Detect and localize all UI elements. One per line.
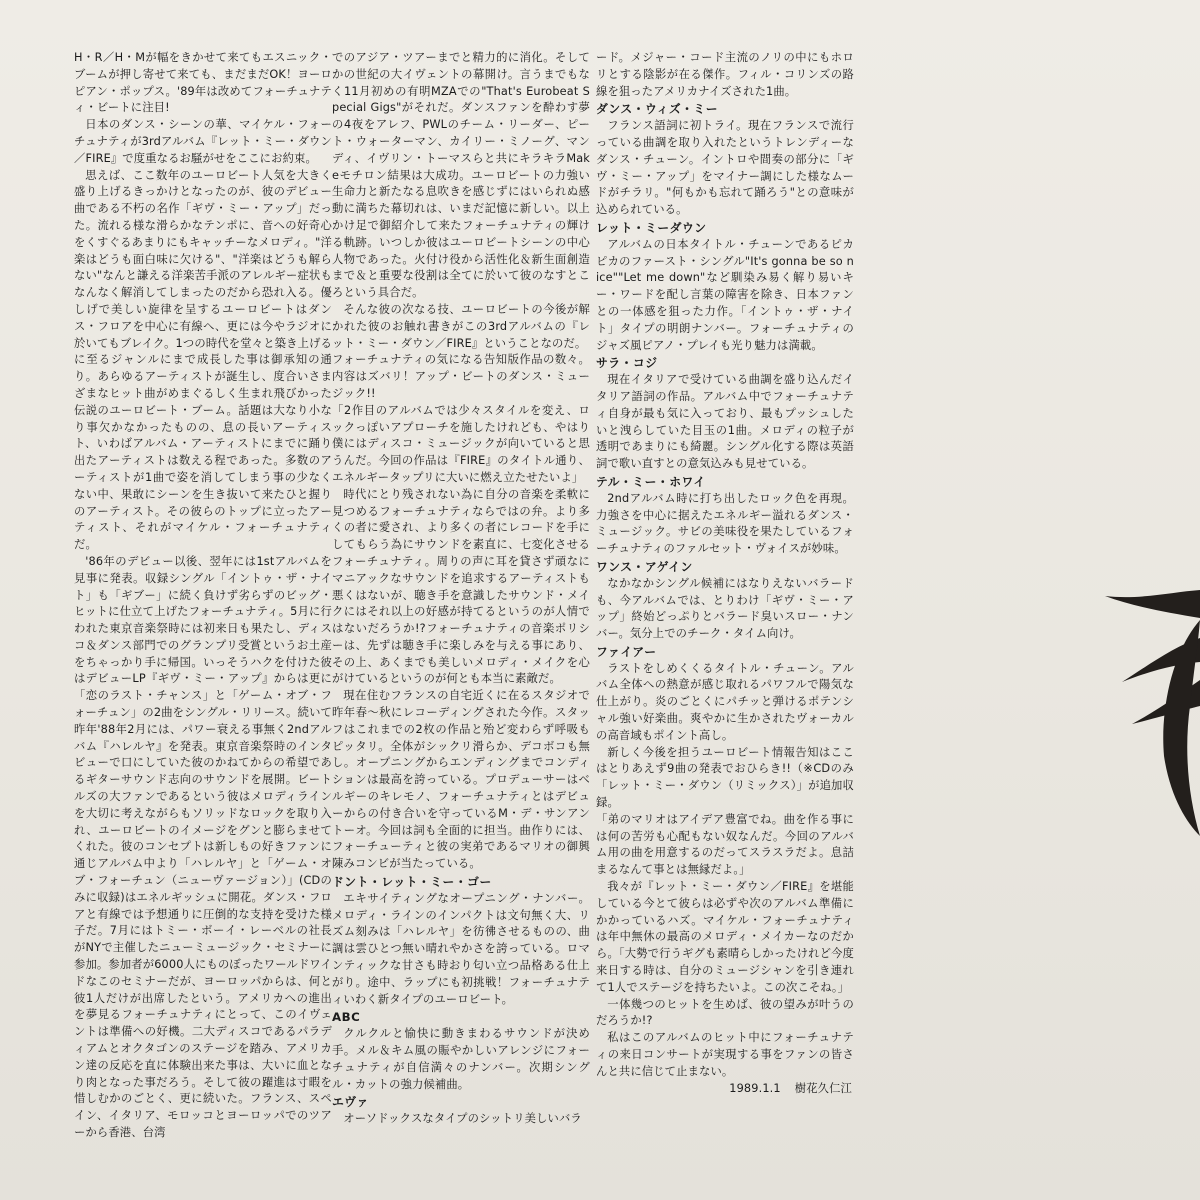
quote: 「弟のマリオはアイデア豊富でね。曲を作る事には何の苦労も心配もない奴なんだ。今回のアルバム用の曲を用意するのだってスラスラだよ。息詰まるなんて事とは無縁だよ。」 [596,812,854,877]
track-heading: サラ・コジ [596,356,658,371]
paragraph: H・R／H・Mが幅をきかせて来てもエスニック・ブームが押し寄せて来ても、まだまだOK！ヨーロピアン・ポップス。'89年は改めてフォーチュナティ・ビートに注目! [74,51,332,115]
paragraph: 現在住むフランスの自宅近くに在るスタジオで昨年春～秋にレコーディングされた今作。スタッフはこれまでの2枚の作品と殆ど変わらず呼吸もピッタリ。全体がシックリ滑らか、デコボコも無し。オープニングからエンディングまでコンディションは最高を誇っている。プロデューサーはベルギーのキレモノ、フォーチュナティとはデビューからの付き合いを守っているM・デ・サンアントーオ。今回は詞も全面的に担当。曲作りには、フォーチューティと彼の実弟であるマリオの御興陳みコンビが当たっている。 [332,689,590,871]
paragraph: そんな彼の次なる技、ユーロビートの今後が解かれた彼のお触れ書きがこの3rdアルバムの『レット・ミー・ダウン／FIRE』ということなのだ。 [332,302,590,350]
track-description: ラストをしめくくるタイトル・チューン。アルバム全体への熱意が感じ取れるパワフルで陽気な仕上がり。炎のごとくにパチッと弾けるポテンシャル強い好楽曲。爽やかに生かされたヴォーカルの高音域もポイント高し。 [596,661,854,742]
text-column-3 [596,50,854,1097]
track-description: 2ndアルバム時に打ち出したロック色を再現。力強さを中心に据えたエネルギー溢れるダンス・ミュージック。サビの美味役を果たしているフォーチュナティのファルセット・ヴォイスが妙味。 [596,491,854,556]
wing-feather-upper [1105,590,1200,618]
text-column-1 [74,50,332,1142]
date: 1989.1.1 [729,1081,781,1095]
paragraph: '86年のデビュー以後、翌年には1stアルバムを見事に発表。収録シングル「イントゥ・ザ・ナイト」も「ギブー」に続く負けず劣らずのビッグ・ヒットに仕立て上げたフォーチュナティ。5月に行われた東京音楽祭時には初来日も果たし、ディスコ＆ダンス部門でのグランプリ受賞というお土産をちゃっかり手に帰国。いっそうハクを付けた彼はデビューLP『ギヴ・ミー・アップ』からは更に「恋のラスト・チャンス」と「ゲーム・オブ・フォーチュン」の2曲をシングル・リリース。続いて昨年'88年2月には、パワー衰える事無く2ndアルバム『ハレルヤ』を発表。東京音楽祭時のインタビューで口にしていた彼のかねてからの希望であるギターサウンド志向のサウンドを展開。ビートルズの大ファンであるという彼はメロディラインを大切に考えながらもソリッドなロックを取り入れ、ユーロビートのイメージをグンと膨らませてくれた。彼のコンセプトは新しもの好きファンに通じアルバム中より「ハレルヤ」と「ゲーム・オブ・フォーチュン（ニューヴァージョン）」(CDのみに収録)はエネルギッシュに開花。ダンス・フロアと有線では予想通りに圧倒的な支持を受けた様子だ。7月にはトミー・ボーイ・レーベルの社長がNYで主催したニューミュージック・セミナーに参加。参加者が6000人にものぼったワールドワイドなこのセミナーだが、ヨーロッパからは、何と彼1人だけが出席したという。アメリカへの進出を夢見るフォーチュナティにとって、このイヴェントは準備への好機。二大ディスコであるパラディアムとオクタゴンのステージを踏み、アメリカン達の反応を直に体験出来た事は、大いに血となり肉となった事だろう。そして彼の躍進は寸暇を惜しむかのごとく、更に続いた。フランス、スペイン、イタリア、モロッコとヨーロッパでのツアーから香港、台湾 [74,554,332,1139]
paragraph: 「2作目のアルバムでは少々スタイルを変え、ロックっぽいアプローチを施したけれども、やはり僕にはディスコ・ミュージックが向いていると思うんだ。今回の作品は『FIRE』のタイトル通り、エネルギータップリに大いに燃え立たせたいよ」 [332,403,590,484]
track-heading: ワンス・アゲイン [596,559,693,574]
track-description: フランス語詞に初トライ。現在フランスで流行っている曲調を取り入れたというトレンディーなダンス・チューン。イントロや間奏の部分に「ギヴ・ミー・アップ」をマイナー調にした様なムードがチラリ。"何もかも忘れて踊ろう"との意味が込められている。 [596,119,854,217]
black-wing-icon [1060,560,1200,840]
track-heading: テル・ミー・ホワイ [596,474,706,489]
paragraph: 日本のダンス・シーンの華、マイケル・フォーチュナティが3rdアルバム『レット・ミー・ダウン／FIRE』で度重なるお騒がせをここにお約束。 [74,118,332,165]
track-heading: エヴァ [332,1095,369,1110]
track-heading: レット・ミーダウン [596,220,707,235]
track-description: クルクルと愉快に動きまわるサウンドが決め手。メル＆キム風の賑やかしいアレンジにフォーチュナティが自信満々のナンバー。次期シングル・カットの強力候補曲。 [332,1027,590,1091]
track-description: エキサイティングなオープニング・ナンバー。メロディ・ラインのインパクトは文句無く大、リズム刻みは「ハレルヤ」を彷彿させるものの、曲調は雲ひとつ無い晴れやかさを誇っている。ロマンティックな甘さも時おり匂い立つ品格ある仕上がり。途中、ラップにも初挑戦！フォーチュナティいわく新タイプのユーロビート。 [332,891,590,1006]
paragraph: 我々が『レット・ミー・ダウン／FIRE』を堪能している今とて彼らは必ずや次のアルバム準備にかかっているハズ。マイケル・フォーチュナティは年中無休の最高のメロディ・メイカーなのだから。「大勢で行うギグも素晴らしかったけれど今度来日する時は、自分のミュージシャンを引き連れて1人でステージを持ちたいよ。この次こそね。」 [596,880,854,994]
track-description: 現在イタリアで受けている曲調を盛り込んだイタリア語詞の作品。アルバム中でフォーチュナティ自身が最も気に入っており、最もプッシュしたいと洩らしていた目玉の1曲。メロディの粒子が透明であまりにも綺麗。シングル化する際は英語詞で歌い直すとの意気込みも見せている。 [596,373,854,471]
paragraph: 時代にとり残されない為に自分の音楽を柔軟に見つめるフォーチュナティならではの弁。より多くの者に愛され、より多くの者にレコードを手にしてもらう為にサウンドを素直に、七変化させるフォーチュナティ。周りの声に耳を貸さず頑なにマニアックなサウンドを追求するアーティストも悪くはないが、聴き手を意識したサウンド・メイクにはそれ以上の好感が持てるというのが人情ではないだろうか!?フォーチュナティの音楽ポリシーは、先ずは聴き手に楽しみを与える事にあり、その上、あくまでも美しいメロディ・メイクを心がけているというのが何とも本当に素敵だ。 [332,487,590,686]
track-heading: ABC [332,1010,361,1025]
track-heading: ダンス・ウィズ・ミー [596,102,719,117]
track-heading: ドント・レット・ミー・ゴー [332,875,492,890]
paragraph: 一体幾つのヒットを生めば、彼の望みが叶うのだろうか!? [596,997,854,1028]
text-column-2 [332,50,590,1128]
track-description: なかなかシングル候補にはなりえないバラードも、今アルバムでは、とりわけ「ギヴ・ミー・アップ」終始どっぷりとバラード臭いスロー・ナンバー。気分上でのチーク・タイム向け。 [596,576,854,641]
track-description: アルバムの日本タイトル・チューンであるピカピカのファースト・シングル"It's gonna be so nice""Let me down"など馴染み易く解り易いキー・ワードを配し言葉の障害を除き、日本ファンとの一体感を狙った力作。「イントゥ・ザ・ナイト」タイプの明朗ナンバー。フォーチュナティのジャズ風ピアノ・プレイも光り魅力は満載。 [596,237,854,352]
signature-line [596,1081,854,1098]
track-description: オーソドックスなタイプのシットリ美しいバラ [343,1112,582,1126]
paragraph: 新しく今後を担うユーロビート情報告知はここはとりあえず9曲の発表でおひらき!!（※CDのみ「レット・ミー・ダウン（リミックス）」が追加収録。 [596,745,854,810]
author-name: 樹花久仁江 [794,1081,852,1095]
paragraph: 思えば、ここ数年のユーロビート人気を大きく盛り上げるきっかけとなったのが、彼のデビュー曲である不朽の名作「ギヴ・ミー・アップ」だった。流れる様な滑らかなテンポに、音への好奇心をくすぐるあまりにもキャッチーなメロディ。"洋楽はどうも面白味に欠ける"、"洋楽はどうも解らない"なんと謙える洋楽苦手派のアレルギー症状もなんなく解消してしまったのだから恐れ入る。優しげで美しい旋律を呈するユーロビートはダンス・フロアを中心に有線へ、更には今やラジオに於いてもブレイク。1つの時代を堂々と築き上げるに至るジャンルにまで成長した事は御承知の通り。あらゆるアーティストが誕生し、度合いさまざまなヒット曲がめまぐるしく生まれ飛びかった伝説のユーロビート・ブーム。話題は大なり小なり事欠かなかったものの、息の長いアーティスト、いわばアルバム・アーティストにまでに踊り出たアーティストは数える程であった。多数のアーティストが1曲で姿を消してしまう事の少なくない中、果敢にシーンを生き抜いて来たひと握りのアーティスト。その彼らのトップに立ったアーティスト、それがマイケル・フォーチュナティだ。 [74,168,332,552]
paragraph: でのアジア・ツアーまでと精力的に消化。そしてかの世紀の大イヴェントの幕開け。言うまでもなく11月初めの有明MZAでの"That's Eurobeat Special Gigs"がそれだ。ダンスファンを酔わす夢の4夜をアレフ、PWLのチーム・リーダー、ピート・ウォーターマン、カイリー・ミノーグ、マンディ、イヴリン・トーマスらと共にキラキラMakeモチロン結果は大成功。ユーロビートの力強い生命力と新たなる息吹きを感じずにはいられぬ感動に満ちた幕切れは、いまだ記憶に新しい。以上かけ足で御紹介して来たフォーチュナティの輝ける軌跡。いつしか彼はユーロビートシーンの中心人物であった。火付け役から活性化＆新生面創造まで＆と重要な役割は全てに於いて彼のなすところという具合だ。 [332,51,590,300]
paragraph: フォーチュナティの気になる告知版作品の数々。内容はズバリ！アップ・ビートのダンス・ミュージック!! [332,353,590,400]
track-heading: ファイアー [596,644,657,659]
paragraph: ード。メジャー・コード主流のノリの中にもホロリとする陰影が在る傑作。フィル・コリンズの路線を狙ったアメリカナイズされた1曲。 [596,51,854,98]
paragraph: 私はこのアルバムのヒット中にフォーチュナティの来日コンサートが実現する事をファンの皆さんと共に信じて止まない。 [596,1031,854,1078]
